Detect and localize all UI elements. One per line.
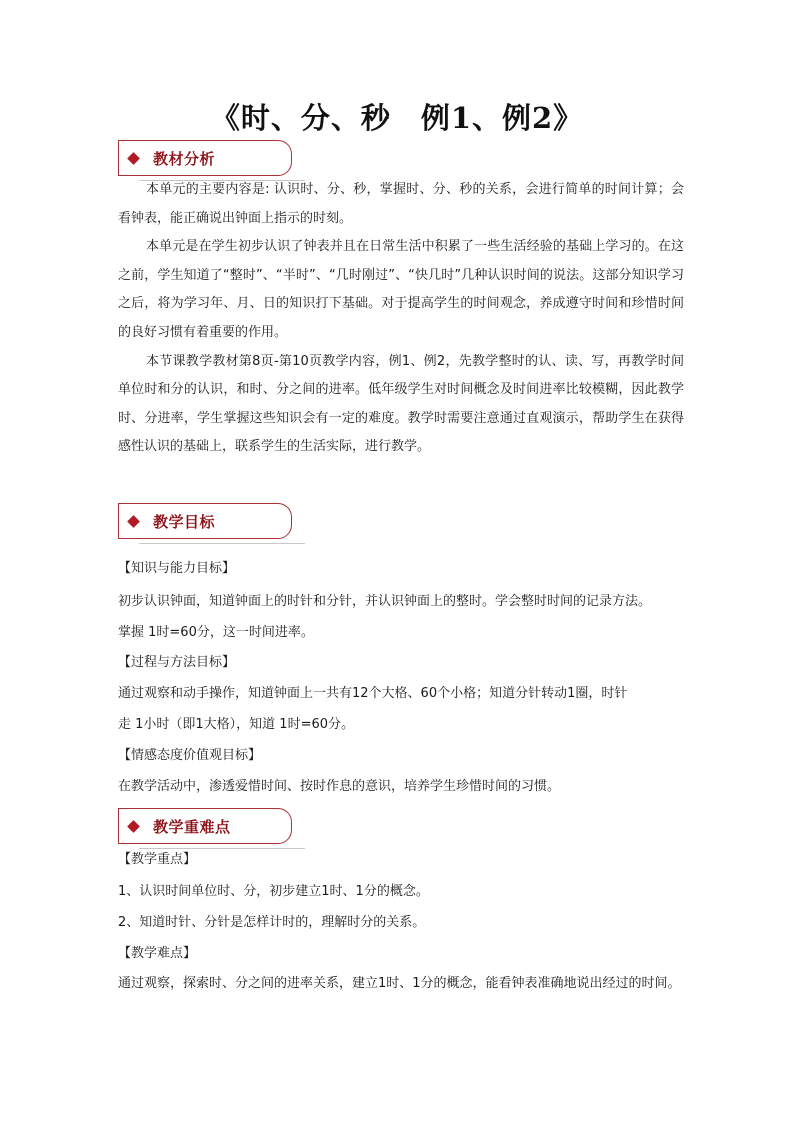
goal-label-knowledge: 【知识与能力目标】 xyxy=(118,561,236,576)
difficult-point-paragraph: 通过观察，探索时、分之间的进率关系，建立1时、1分的概念，能看钟表准确地说出经过的时间。 xyxy=(118,976,681,991)
document-title: 《时、分、秒 例1、例2》 xyxy=(210,101,584,135)
goal-line: 通过观察和动手操作，知道钟面上一共有12个大格、60个小格；知道分针转动1圈，时针 xyxy=(118,686,628,701)
section-heading-label: 教学目标 xyxy=(153,512,216,531)
goal-line: 掌握 1时=60分，这一时间进率。 xyxy=(118,625,314,640)
textbook-analysis-body xyxy=(118,176,684,462)
section-heading-teaching-goals xyxy=(118,503,292,539)
goal-line: 初步认识钟面，知道钟面上的时针和分针，并认识钟面上的整时。学会整时时间的记录方法。 xyxy=(118,594,652,609)
section-heading-label: 教材分析 xyxy=(153,149,216,168)
diamond-bullet-icon xyxy=(127,152,140,165)
goal-line: 在教学活动中，渗透爱惜时间、按时作息的意识，培养学生珍惜时间的习惯。 xyxy=(118,779,561,794)
diamond-bullet-icon xyxy=(127,515,140,528)
goal-label-process: 【过程与方法目标】 xyxy=(118,655,236,670)
section-heading-textbook-analysis xyxy=(118,140,292,176)
key-points-label: 【教学重点】 xyxy=(118,852,197,867)
goal-line: 走 1小时（即1大格），知道 1时=60分。 xyxy=(118,717,355,732)
diamond-bullet-icon xyxy=(127,820,140,833)
goal-label-emotion: 【情感态度价值观目标】 xyxy=(118,748,262,763)
section-heading-key-difficult-points xyxy=(118,808,292,844)
key-point-line: 1、认识时间单位时、分，初步建立1时、1分的概念。 xyxy=(118,884,429,899)
paragraph: 本单元是在学生初步认识了钟表并且在日常生活中积累了一些生活经验的基础上学习的。在这之前，学生知道了“整时”、“半时”、“几时刚过”、“快几时”几种认识时间的说法。这部分知识学习之后，将为学习年、月、日的知识打下基础。对于提高学生的时间观念，养成遵守时间和珍惜时间的良好习惯有着重要的作用。 xyxy=(118,239,684,340)
section-heading-label: 教学重难点 xyxy=(153,817,231,836)
paragraph: 本单元的主要内容是: 认识时、分、秒，掌握时、分、秒的关系，会进行简单的时间计算；会看钟表，能正确说出钟面上指示的时刻。 xyxy=(118,182,684,226)
paragraph: 本节课教学教材第8页-第10页教学内容，例1、例2，先教学整时的认、读、写，再教学时间单位时和分的认识，和时、分之间的进率。低年级学生对时间概念及时间进率比较模糊，因此教学时、分进率，学生掌握这些知识会有一定的难度。教学时需要注意通过直观演示，帮助学生在获得感性认识的基础上，联系学生的生活实际，进行教学。 xyxy=(118,353,684,455)
key-point-line: 2、知道时针、分针是怎样计时的，理解时分的关系。 xyxy=(118,915,426,930)
difficult-points-label: 【教学难点】 xyxy=(118,946,197,961)
